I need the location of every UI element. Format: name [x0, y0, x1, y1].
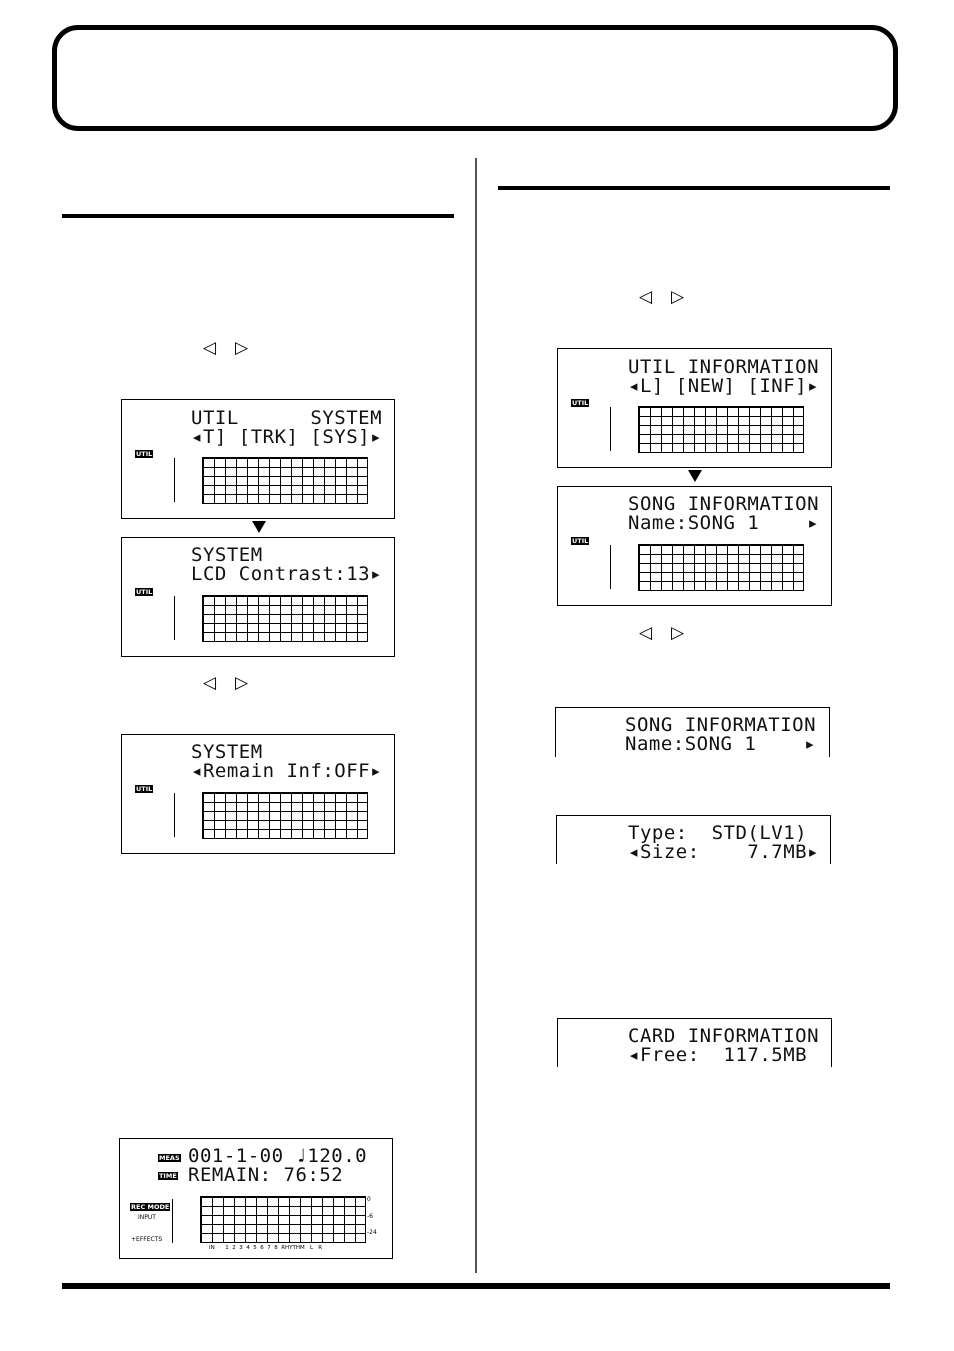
lcd-level-grid — [202, 595, 368, 642]
meas-badge: MEAS — [159, 1154, 180, 1162]
util-badge: UTIL — [136, 785, 153, 793]
lcd-strip-card-information — [557, 1018, 832, 1067]
util-badge: UTIL — [136, 588, 153, 596]
lcd-divider — [174, 596, 175, 640]
chapter-title-box — [52, 25, 898, 131]
lcd-level-grid — [200, 1196, 366, 1243]
cursor-right-icon: ▷ — [235, 338, 249, 358]
lcd-line-1: SYSTEM — [191, 741, 263, 763]
lcd-divider — [174, 793, 175, 837]
lcd-line-2: Name:SONG 1 ▸ — [625, 733, 817, 755]
down-arrow-icon — [688, 470, 702, 482]
lcd-line-2: ◂Remain Inf:OFF▸ — [191, 760, 383, 782]
time-badge: TIME — [159, 1172, 177, 1180]
lcd-line-2: ◂T] [TRK] [SYS]▸ — [191, 426, 383, 448]
cursor-right-icon: ▷ — [235, 673, 249, 693]
cursor-left-icon: ◁ — [203, 338, 217, 358]
column-divider — [475, 158, 477, 1273]
lcd-system-remain-info — [121, 734, 395, 854]
scale-0-label: 0 — [367, 1196, 371, 1203]
effects-label: +EFFECTS — [131, 1236, 163, 1243]
lcd-level-grid — [638, 544, 804, 591]
lcd-divider — [610, 545, 611, 589]
lcd-line-2: ◂L] [NEW] [INF]▸ — [628, 375, 820, 397]
lcd-line-1: SYSTEM — [191, 544, 263, 566]
lcd-divider — [174, 458, 175, 502]
lcd-line-1: UTIL SYSTEM — [191, 407, 383, 429]
scale-24-label: -24 — [367, 1229, 377, 1236]
meter-channel-labels: IN 1 2 3 4 5 6 7 8 RHYTHM L R — [209, 1245, 323, 1251]
lcd-line-1: CARD INFORMATION — [628, 1025, 820, 1047]
left-section-rule — [62, 214, 454, 218]
util-badge: UTIL — [572, 399, 589, 407]
lcd-line-1: SONG INFORMATION — [625, 714, 817, 736]
lcd-strip-song-name — [555, 707, 830, 757]
lcd-main-remain — [119, 1138, 393, 1259]
footer-rule — [62, 1283, 890, 1289]
lcd-util-information — [557, 348, 832, 468]
lcd-line-2: LCD Contrast:13▸ — [191, 563, 383, 585]
lcd-level-grid — [202, 457, 368, 504]
scale-6-label: -6 — [367, 1213, 373, 1220]
down-arrow-icon — [252, 521, 266, 533]
lcd-level-grid — [202, 792, 368, 839]
lcd-strip-song-type-size — [556, 815, 831, 864]
lcd-level-grid — [638, 406, 804, 453]
lcd-line-2: ◂Free: 117.5MB — [628, 1044, 808, 1066]
lcd-util-system-select — [121, 399, 395, 519]
cursor-left-icon: ◁ — [203, 673, 217, 693]
lcd-line-1: UTIL INFORMATION — [628, 356, 820, 378]
right-section-rule — [498, 186, 890, 190]
util-badge: UTIL — [136, 450, 153, 458]
cursor-right-icon: ▷ — [671, 623, 685, 643]
lcd-system-contrast — [121, 537, 395, 657]
lcd-line-1: SONG INFORMATION — [628, 493, 820, 515]
lcd-line-1: Type: STD(LV1) — [628, 822, 808, 844]
cursor-right-icon: ▷ — [671, 287, 685, 307]
rec-mode-badge: REC MODE — [131, 1203, 170, 1211]
lcd-divider — [172, 1199, 173, 1243]
input-label: INPUT — [138, 1214, 156, 1221]
util-badge: UTIL — [572, 537, 589, 545]
cursor-left-icon: ◁ — [639, 623, 653, 643]
lcd-line-2: REMAIN: 76:52 — [188, 1164, 344, 1186]
lcd-divider — [610, 407, 611, 451]
cursor-left-icon: ◁ — [639, 287, 653, 307]
lcd-line-2: Name:SONG 1 ▸ — [628, 512, 820, 534]
lcd-line-1: 001-1-00 ♩120.0 — [188, 1145, 368, 1167]
lcd-line-2: ◂Size: 7.7MB▸ — [628, 841, 820, 863]
lcd-song-information — [557, 486, 832, 606]
